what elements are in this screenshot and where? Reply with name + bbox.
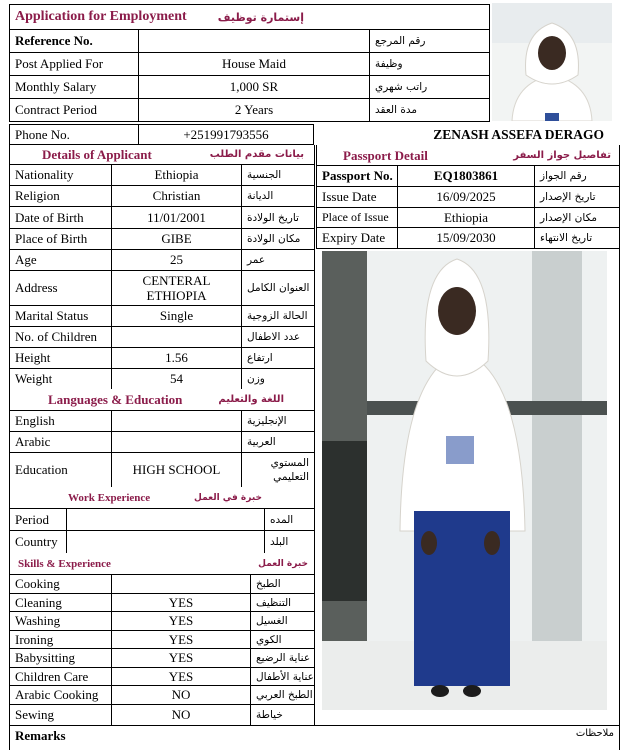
languages-title-en: Languages & Education bbox=[48, 391, 183, 407]
remarks-label: Remarks bbox=[15, 728, 66, 743]
skill-cooking-value bbox=[111, 574, 251, 594]
languages-section-header bbox=[9, 389, 315, 410]
weight-label-ar: وزن bbox=[241, 368, 315, 390]
weight-label: Weight bbox=[9, 368, 112, 390]
age-value: 25 bbox=[111, 249, 242, 271]
salary-label: Monthly Salary bbox=[9, 75, 139, 99]
reference-label-ar: رقم المرجع bbox=[369, 29, 490, 53]
phone-value: +251991793556 bbox=[138, 124, 314, 145]
passport-title-ar: تفاصيل جواز السفر bbox=[513, 150, 611, 161]
age-label-ar: عمر bbox=[241, 249, 315, 271]
contract-label: Contract Period bbox=[9, 98, 139, 122]
period-value bbox=[66, 508, 265, 531]
form-title-bar bbox=[9, 4, 490, 30]
details-title-en: Details of Applicant bbox=[42, 146, 152, 162]
phone-label: Phone No. bbox=[9, 124, 139, 145]
full-body-photo bbox=[322, 251, 607, 710]
children-value bbox=[111, 326, 242, 348]
skill-childcare-label-ar: عناية الأطفال bbox=[250, 667, 315, 686]
period-label-ar: المده bbox=[264, 508, 315, 531]
skill-childcare-value: YES bbox=[111, 667, 251, 686]
post-label: Post Applied For bbox=[9, 52, 139, 76]
portrait-photo bbox=[492, 3, 612, 121]
post-value: House Maid bbox=[138, 52, 370, 76]
education-label-ar: المستوي التعليمي bbox=[241, 452, 315, 488]
arabic-label: Arabic bbox=[9, 431, 112, 453]
skills-title-en: Skills & Experience bbox=[18, 558, 111, 570]
expiry-date-value: 15/09/2030 bbox=[397, 227, 535, 249]
nationality-label-ar: الجنسية bbox=[241, 164, 315, 186]
skill-arabic-cooking-label: Arabic Cooking bbox=[9, 685, 112, 705]
skill-washing-label: Washing bbox=[9, 611, 112, 631]
skill-cooking-label: Cooking bbox=[9, 574, 112, 594]
weight-value: 54 bbox=[111, 368, 242, 390]
children-label-ar: عدد الاطفال bbox=[241, 326, 315, 348]
pob-label: Place of Birth bbox=[9, 228, 112, 250]
religion-value: Christian bbox=[111, 185, 242, 207]
marital-label: Marital Status bbox=[9, 305, 112, 327]
skill-ironing-label-ar: الكوي bbox=[250, 630, 315, 649]
form-title-en: Application for Employment bbox=[15, 9, 187, 24]
reference-label: Reference No. bbox=[9, 29, 139, 53]
issue-date-label-ar: تاريخ الإصدار bbox=[534, 186, 620, 208]
skill-ironing-value: YES bbox=[111, 630, 251, 649]
full-body-photo-graphic bbox=[322, 251, 607, 710]
address-label: Address bbox=[9, 270, 112, 306]
arabic-value bbox=[111, 431, 242, 453]
issue-date-label: Issue Date bbox=[316, 186, 398, 208]
issue-date-value: 16/09/2025 bbox=[397, 186, 535, 208]
skill-sewing-label: Sewing bbox=[9, 704, 112, 726]
address-label-ar: العنوان الكامل bbox=[241, 270, 315, 306]
dob-label: Date of Birth bbox=[9, 206, 112, 229]
skill-washing-value: YES bbox=[111, 611, 251, 631]
skill-cooking-label-ar: الطبخ bbox=[250, 574, 315, 594]
country-value bbox=[66, 530, 265, 554]
skill-babysitting-label: Babysitting bbox=[9, 648, 112, 668]
skill-arabic-cooking-label-ar: الطبخ العربي bbox=[250, 685, 315, 705]
pob-value: GIBE bbox=[111, 228, 242, 250]
passport-title-en: Passport Detail bbox=[343, 147, 428, 163]
country-label: Country bbox=[9, 530, 67, 554]
contract-value: 2 Years bbox=[138, 98, 370, 122]
age-label: Age bbox=[9, 249, 112, 271]
issue-place-label-ar: مكان الإصدار bbox=[534, 207, 620, 228]
country-label-ar: البلد bbox=[264, 530, 315, 554]
work-title-ar: خبرة في العمل bbox=[194, 493, 262, 503]
portrait-photo-graphic bbox=[492, 3, 612, 121]
height-label: Height bbox=[9, 347, 112, 369]
contract-label-ar: مدة العقد bbox=[369, 98, 490, 122]
education-label: Education bbox=[9, 452, 112, 488]
skill-babysitting-value: YES bbox=[111, 648, 251, 668]
skill-cleaning-value: YES bbox=[111, 593, 251, 612]
arabic-label-ar: العربية bbox=[241, 431, 315, 453]
height-label-ar: ارتفاع bbox=[241, 347, 315, 369]
expiry-date-label: Expiry Date bbox=[316, 227, 398, 249]
skill-ironing-label: Ironing bbox=[9, 630, 112, 649]
work-title-en: Work Experience bbox=[68, 492, 151, 504]
skill-childcare-label: Children Care bbox=[9, 667, 112, 686]
pob-label-ar: مكان الولادة bbox=[241, 228, 315, 250]
details-title-ar: بيانات مقدم الطلب bbox=[209, 149, 304, 160]
skills-title-ar: خبرة العمل bbox=[258, 559, 308, 569]
religion-label-ar: الديانة bbox=[241, 185, 315, 207]
expiry-date-label-ar: تاريخ الانتهاء bbox=[534, 227, 620, 249]
work-section-header bbox=[9, 487, 315, 509]
skills-section-header bbox=[9, 553, 315, 575]
education-value: HIGH SCHOOL bbox=[111, 452, 242, 488]
dob-label-ar: تاريخ الولادة bbox=[241, 206, 315, 229]
marital-value: Single bbox=[111, 305, 242, 327]
address-value: CENTERAL ETHIOPIA bbox=[111, 270, 242, 306]
post-label-ar: وظيفة bbox=[369, 52, 490, 76]
passport-no-value: EQ1803861 bbox=[397, 165, 535, 187]
passport-no-label: Passport No. bbox=[316, 165, 398, 187]
skill-sewing-value: NO bbox=[111, 704, 251, 726]
issue-place-label: Place of Issue bbox=[316, 207, 398, 228]
nationality-value: Ethiopia bbox=[111, 164, 242, 186]
english-value bbox=[111, 410, 242, 432]
height-value: 1.56 bbox=[111, 347, 242, 369]
skill-cleaning-label: Cleaning bbox=[9, 593, 112, 612]
details-section-header bbox=[9, 145, 315, 164]
reference-value bbox=[138, 29, 370, 53]
salary-value: 1,000 SR bbox=[138, 75, 370, 99]
passport-section-header bbox=[316, 145, 620, 166]
passport-no-label-ar: رقم الجواز bbox=[534, 165, 620, 187]
form-title-ar: إستمارة توظيف bbox=[217, 10, 304, 24]
applicant-name: ZENASH ASSEFA DERAGO bbox=[433, 126, 604, 142]
skill-arabic-cooking-value: NO bbox=[111, 685, 251, 705]
skill-sewing-label-ar: خياطة bbox=[250, 704, 315, 726]
salary-label-ar: راتب شهري bbox=[369, 75, 490, 99]
nationality-label: Nationality bbox=[9, 164, 112, 186]
english-label-ar: الإنجليزية bbox=[241, 410, 315, 432]
skill-cleaning-label-ar: التنظيف bbox=[250, 593, 315, 612]
dob-value: 11/01/2001 bbox=[111, 206, 242, 229]
religion-label: Religion bbox=[9, 185, 112, 207]
languages-title-ar: اللغة والتعليم bbox=[218, 394, 284, 405]
skill-washing-label-ar: الغسيل bbox=[250, 611, 315, 631]
remarks-label-ar: ملاحظات bbox=[575, 728, 614, 739]
period-label: Period bbox=[9, 508, 67, 531]
skill-babysitting-label-ar: عناية الرضيع bbox=[250, 648, 315, 668]
issue-place-value: Ethiopia bbox=[397, 207, 535, 228]
children-label: No. of Children bbox=[9, 326, 112, 348]
english-label: English bbox=[9, 410, 112, 432]
remarks-row bbox=[9, 725, 620, 750]
marital-label-ar: الحالة الزوجية bbox=[241, 305, 315, 327]
